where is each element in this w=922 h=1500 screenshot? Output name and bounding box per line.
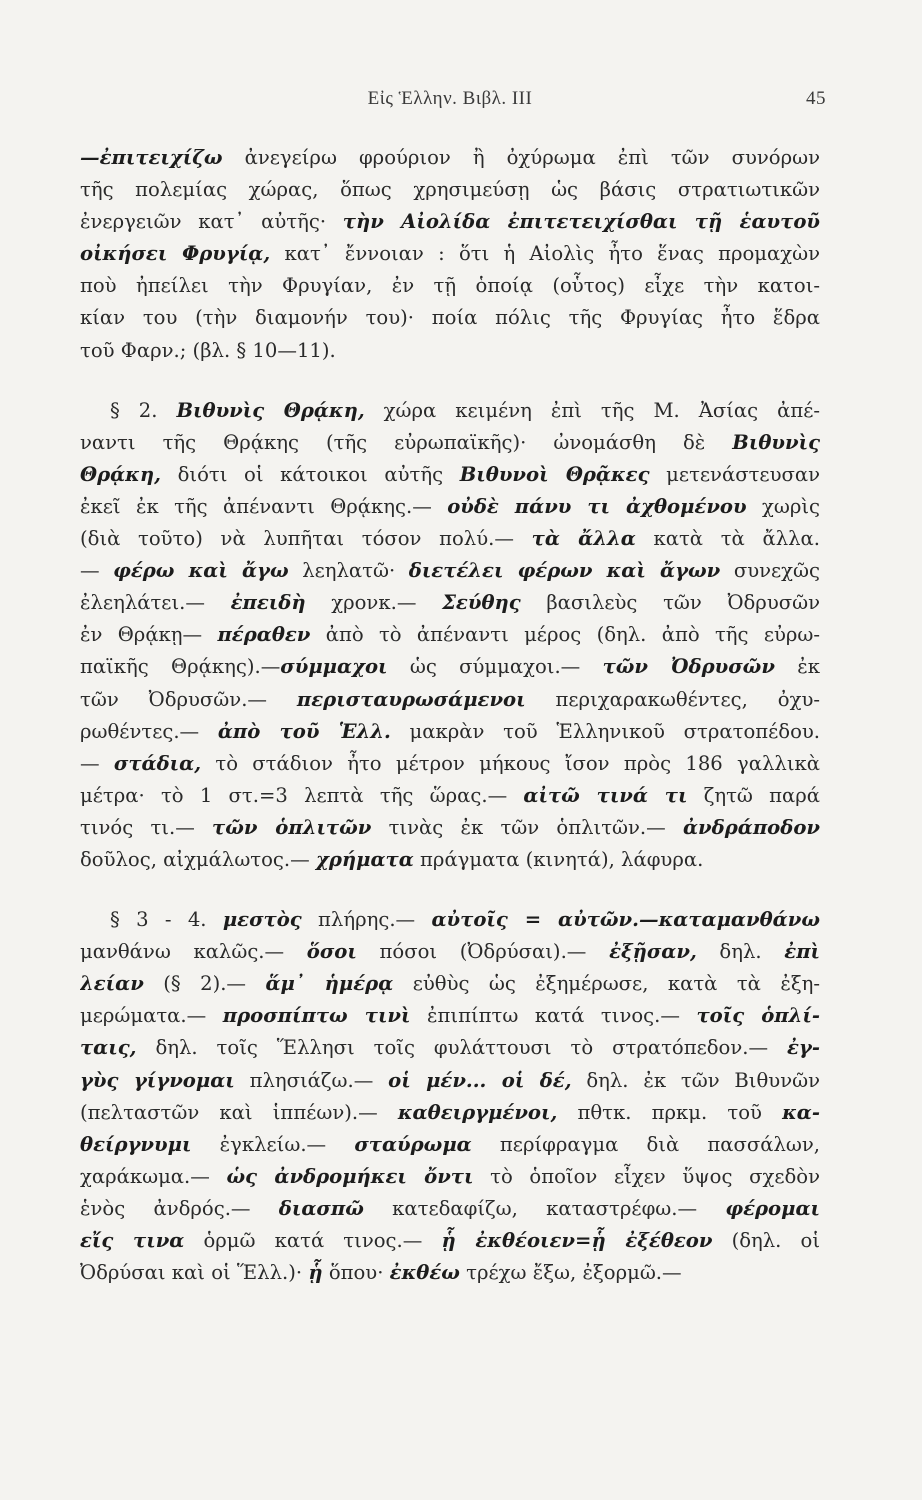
text-line: [80, 335, 820, 367]
gloss-text: § 3 - 4.: [110, 908, 223, 932]
gloss-text: Ὀδρύσαι καὶ οἱ Ἕλλ.)·: [80, 1261, 309, 1285]
lemma-term: ἐπὶ: [784, 940, 820, 964]
gloss-text: (πελταστῶν καὶ ἱππέων).—: [80, 1100, 398, 1124]
gloss-text: τὸ ὁποῖον εἶχεν ὕψος σχεδὸν: [473, 1164, 820, 1188]
lemma-term: ἅμ᾽ ἡμέρᾳ: [265, 972, 394, 996]
lemma-term: γὺς γίγνομαι: [80, 1068, 235, 1092]
lemma-term: τῶν Ὀδρυσῶν: [602, 655, 775, 679]
text-line: [80, 395, 820, 427]
gloss-text: παϊκῆς Θρᾴκης).—: [80, 655, 281, 679]
text-line: [80, 968, 820, 1000]
gloss-text: κατ᾽ ἔννοιαν : ὅτι ἡ Αἰολὶς ἦτο ἕνας προμαχὼν: [270, 242, 820, 266]
paragraph: [80, 142, 820, 367]
gloss-text: χωρὶς: [746, 494, 820, 518]
gloss-text: δηλ.: [696, 940, 785, 964]
gloss-text: εὐθὺς ὡς ἐξημέρωσε, κατὰ τὰ ἐξη-: [393, 972, 820, 996]
lemma-term: Βιθυνὶς Θρᾴκη,: [176, 398, 365, 422]
lemma-term: ὡς ἀνδρομήκει ὄντι: [226, 1164, 474, 1188]
lemma-term: προσπίπτω τινὶ: [222, 1004, 411, 1028]
lemma-term: ὅσοι: [306, 940, 357, 964]
lemma-term: κα-: [782, 1100, 820, 1124]
text-line: [80, 1097, 820, 1129]
text-line: [80, 1129, 820, 1161]
page-number: 45: [806, 88, 826, 109]
lemma-term: μεστὸς: [222, 908, 302, 932]
lemma-term: πέραθεν: [217, 623, 311, 647]
gloss-text: ἐνεργειῶν κατ᾽ αὐτῆς·: [80, 210, 343, 234]
gloss-text: λεηλατῶ·: [288, 559, 409, 583]
gloss-text: ζητῶ παρά: [687, 783, 820, 807]
gloss-text: πράγματα (κινητά), λάφυρα.: [413, 847, 704, 871]
gloss-text: δοῦλος, αἰχμάλωτος.—: [80, 847, 316, 871]
gloss-text: τινὰς ἐκ τῶν ὁπλιτῶν.—: [371, 815, 683, 839]
lemma-term: τοῖς ὁπλί-: [696, 1004, 820, 1028]
text-line: [80, 587, 820, 619]
text-line: [80, 427, 820, 459]
running-title: Εἰς Ἑλλην. Βιβλ. III: [367, 88, 533, 109]
gloss-text: (§ 2).—: [143, 972, 266, 996]
lemma-term: τὰ ἄλλα: [531, 527, 636, 551]
lemma-term: ἐξῇσαν,: [609, 940, 697, 964]
gloss-text: ἐγκλείω.—: [191, 1132, 355, 1156]
paragraph: [80, 904, 820, 1289]
text-line: [80, 1000, 820, 1032]
text-line: [80, 206, 820, 238]
text-line: [80, 238, 820, 270]
text-line: [80, 302, 820, 334]
text-line: [80, 716, 820, 748]
lemma-term: χρήματα: [315, 847, 414, 871]
gloss-text: § 2.: [110, 398, 177, 422]
gloss-text: βασιλεὺς τῶν Ὀδρυσῶν: [520, 591, 820, 615]
lemma-term: εἴς τινα: [80, 1229, 185, 1252]
lemma-term: ἀνδράποδον: [682, 815, 820, 839]
lemma-term: φέρω καὶ ἄγω: [113, 559, 289, 583]
gloss-text: τῆς πολεμίας χώρας, ὅπως χρησιμεύσῃ ὡς βάσις στρατιωτικῶν: [80, 178, 820, 202]
lemma-term: σύμμαχοι: [280, 655, 388, 679]
gloss-text: ὁρμῶ κατά τινος.—: [184, 1229, 442, 1252]
text-line: [80, 748, 820, 780]
gloss-text: κίαν του (τὴν διαμονήν του)· ποία πόλις τῆς Φρυγίας ἦτο ἕδρα: [80, 306, 820, 330]
gloss-text: ἐν Θρᾴκῃ—: [80, 623, 218, 647]
gloss-text: κατὰ τὰ ἄλλα.: [635, 527, 820, 551]
gloss-text: (διὰ τοῦτο) νὰ λυπῆται τόσον πολύ.—: [80, 527, 532, 551]
gloss-text: ναντι τῆς Θρᾴκης (τῆς εὐρωπαϊκῆς)· ὠνομάσθη δὲ: [80, 430, 733, 454]
gloss-text: ὅπου·: [322, 1261, 390, 1285]
text-line: [80, 812, 820, 844]
gloss-text: περιχαρακωθέντες, ὀχυ-: [525, 687, 820, 711]
lemma-term: φέρομαι: [725, 1196, 820, 1220]
text-line: [80, 651, 820, 683]
gloss-text: δηλ. ἐκ τῶν Βιθυνῶν: [571, 1068, 820, 1092]
lemma-term: διετέλει φέρων καὶ ἄγων: [408, 559, 721, 583]
text-line: [80, 555, 820, 587]
gloss-text: ρωθέντες.—: [80, 719, 218, 743]
gloss-text: πλησιάζω.—: [234, 1068, 389, 1092]
gloss-text: τρέχω ἔξω, ἐξορμῶ.—: [459, 1261, 682, 1285]
gloss-text: μέτρα· τὸ 1 στ.=3 λεπτὰ τῆς ὥρας.—: [80, 783, 524, 807]
lemma-term: αἰτῶ τινά τι: [523, 783, 688, 807]
gloss-text: τὸ στάδιον ἦτο μέτρον μήκους ἴσον πρὸς 186 γαλλικὰ: [201, 751, 820, 775]
text-line: [80, 684, 820, 716]
gloss-text: χώρα κειμένη ἐπὶ τῆς Μ. Ἀσίας ἀπέ-: [364, 398, 820, 422]
lemma-term: οἱ μέν... οἱ δέ,: [388, 1068, 572, 1092]
gloss-text: μερώματα.—: [80, 1004, 223, 1028]
gloss-text: ἀπὸ τὸ ἀπέναντι μέρος (δηλ. ἀπὸ τῆς εὐρω-: [310, 623, 820, 647]
lemma-term: διασπῶ: [278, 1196, 364, 1220]
lemma-term: λείαν: [80, 972, 144, 996]
gloss-text: —: [80, 751, 114, 775]
gloss-text: (δηλ. οἱ: [712, 1229, 820, 1252]
gloss-text: μανθάνω καλῶς.—: [80, 940, 307, 964]
gloss-text: ἐπιπίπτω κατά τινος.—: [410, 1004, 697, 1028]
gloss-text: χαράκωμα.—: [80, 1164, 227, 1188]
text-line: [80, 1257, 820, 1289]
lemma-term: Βιθυνοὶ Θρᾷκες: [459, 462, 650, 486]
lemma-term: στάδια,: [113, 751, 202, 775]
gloss-text: μετενάστευσαν: [649, 462, 820, 486]
text-line: [80, 1065, 820, 1097]
text-line: [80, 844, 820, 876]
lemma-term: —ἐπιτειχίζω: [80, 146, 223, 169]
lemma-term: σταύρωμα: [354, 1132, 472, 1156]
text-line: [80, 904, 820, 936]
text-line: [80, 780, 820, 812]
lemma-term: τῶν ὁπλιτῶν: [212, 815, 372, 839]
running-head: [80, 88, 826, 122]
gloss-text: ἀνεγείρω φρούριον ἢ ὀχύρωμα ἐπὶ τῶν συνόρων: [222, 146, 820, 169]
lemma-term: οἰκήσει Φρυγίᾳ,: [80, 242, 271, 266]
gloss-text: ὡς σύμμαχοι.—: [387, 655, 603, 679]
text-line: [80, 459, 820, 491]
gloss-text: πόσοι (Ὀδρύσαι).—: [356, 940, 610, 964]
gloss-text: ποὺ ἠπείλει τὴν Φρυγίαν, ἐν τῇ ὁποίᾳ (οὗτος) εἶχε τὴν κατοι-: [80, 274, 820, 298]
gloss-text: μακρὰν τοῦ Ἑλληνικοῦ στρατοπέδου.: [390, 719, 820, 743]
gloss-text: —: [80, 559, 114, 583]
lemma-term: Σεύθης: [442, 591, 521, 615]
text-line: [80, 491, 820, 523]
lemma-term: καθειργμένοι,: [397, 1100, 558, 1124]
lemma-term: ᾗ ἐκθέοιεν=ᾗ ἐξέθεον: [441, 1229, 713, 1252]
lemma-term: ᾗ: [308, 1261, 323, 1285]
gloss-text: ἑνὸς ἀνδρός.—: [80, 1196, 279, 1220]
text-line: [80, 523, 820, 555]
gloss-text: τῶν Ὀδρυσῶν.—: [80, 687, 297, 711]
gloss-text: τοῦ Φαρν.; (βλ. § 10—11).: [80, 338, 336, 362]
gloss-text: τινός τι.—: [80, 815, 213, 839]
text-body: [80, 142, 820, 1289]
text-line: [80, 619, 820, 651]
gloss-text: πθτκ. πρκμ. τοῦ: [557, 1100, 783, 1124]
lemma-term: αὐτοῖς = αὐτῶν.—καταμανθάνω: [431, 908, 820, 932]
lemma-term: ἐπειδὴ: [230, 591, 306, 615]
lemma-term: ἀπὸ τοῦ Ἑλλ.: [217, 719, 391, 743]
lemma-term: θείργνυμι: [80, 1132, 192, 1156]
gloss-text: δηλ. τοῖς Ἕλλησι τοῖς φυλάττουσι τὸ στρατόπεδον.—: [136, 1036, 788, 1060]
gloss-text: διότι οἱ κάτοικοι αὐτῆς: [160, 462, 460, 486]
text-line: [80, 174, 820, 206]
gloss-text: συνεχῶς: [720, 559, 820, 583]
gloss-text: χρονκ.—: [305, 591, 443, 615]
text-line: [80, 1161, 820, 1193]
lemma-term: ἐκθέω: [389, 1261, 460, 1285]
text-line: [80, 142, 820, 174]
lemma-term: τὴν Αἰολίδα ἐπιτετειχίσθαι τῇ ἑαυτοῦ: [342, 210, 820, 234]
text-line: [80, 936, 820, 968]
text-line: [80, 270, 820, 302]
lemma-term: οὐδὲ πάνυ τι ἀχθομένου: [447, 494, 747, 518]
gloss-text: περίφραγμα διὰ πασσάλων,: [471, 1132, 820, 1156]
gloss-text: ἐκ: [774, 655, 820, 679]
paragraph: [80, 395, 820, 876]
lemma-term: Βιθυνὶς: [732, 430, 820, 454]
gloss-text: ἐκεῖ ἐκ τῆς ἀπέναντι Θρᾴκης.—: [80, 494, 448, 518]
lemma-term: περισταυρωσάμενοι: [296, 687, 526, 711]
gloss-text: κατεδαφίζω, καταστρέφω.—: [363, 1196, 726, 1220]
lemma-term: ἐγ-: [787, 1036, 820, 1060]
lemma-term: Θρᾴκη,: [80, 462, 161, 486]
lemma-term: ταις,: [80, 1036, 137, 1060]
text-line: [80, 1193, 820, 1225]
gloss-text: πλήρης.—: [301, 908, 432, 932]
text-line: [80, 1032, 820, 1064]
gloss-text: ἐλεηλάτει.—: [80, 591, 231, 615]
text-line: [80, 1225, 820, 1257]
